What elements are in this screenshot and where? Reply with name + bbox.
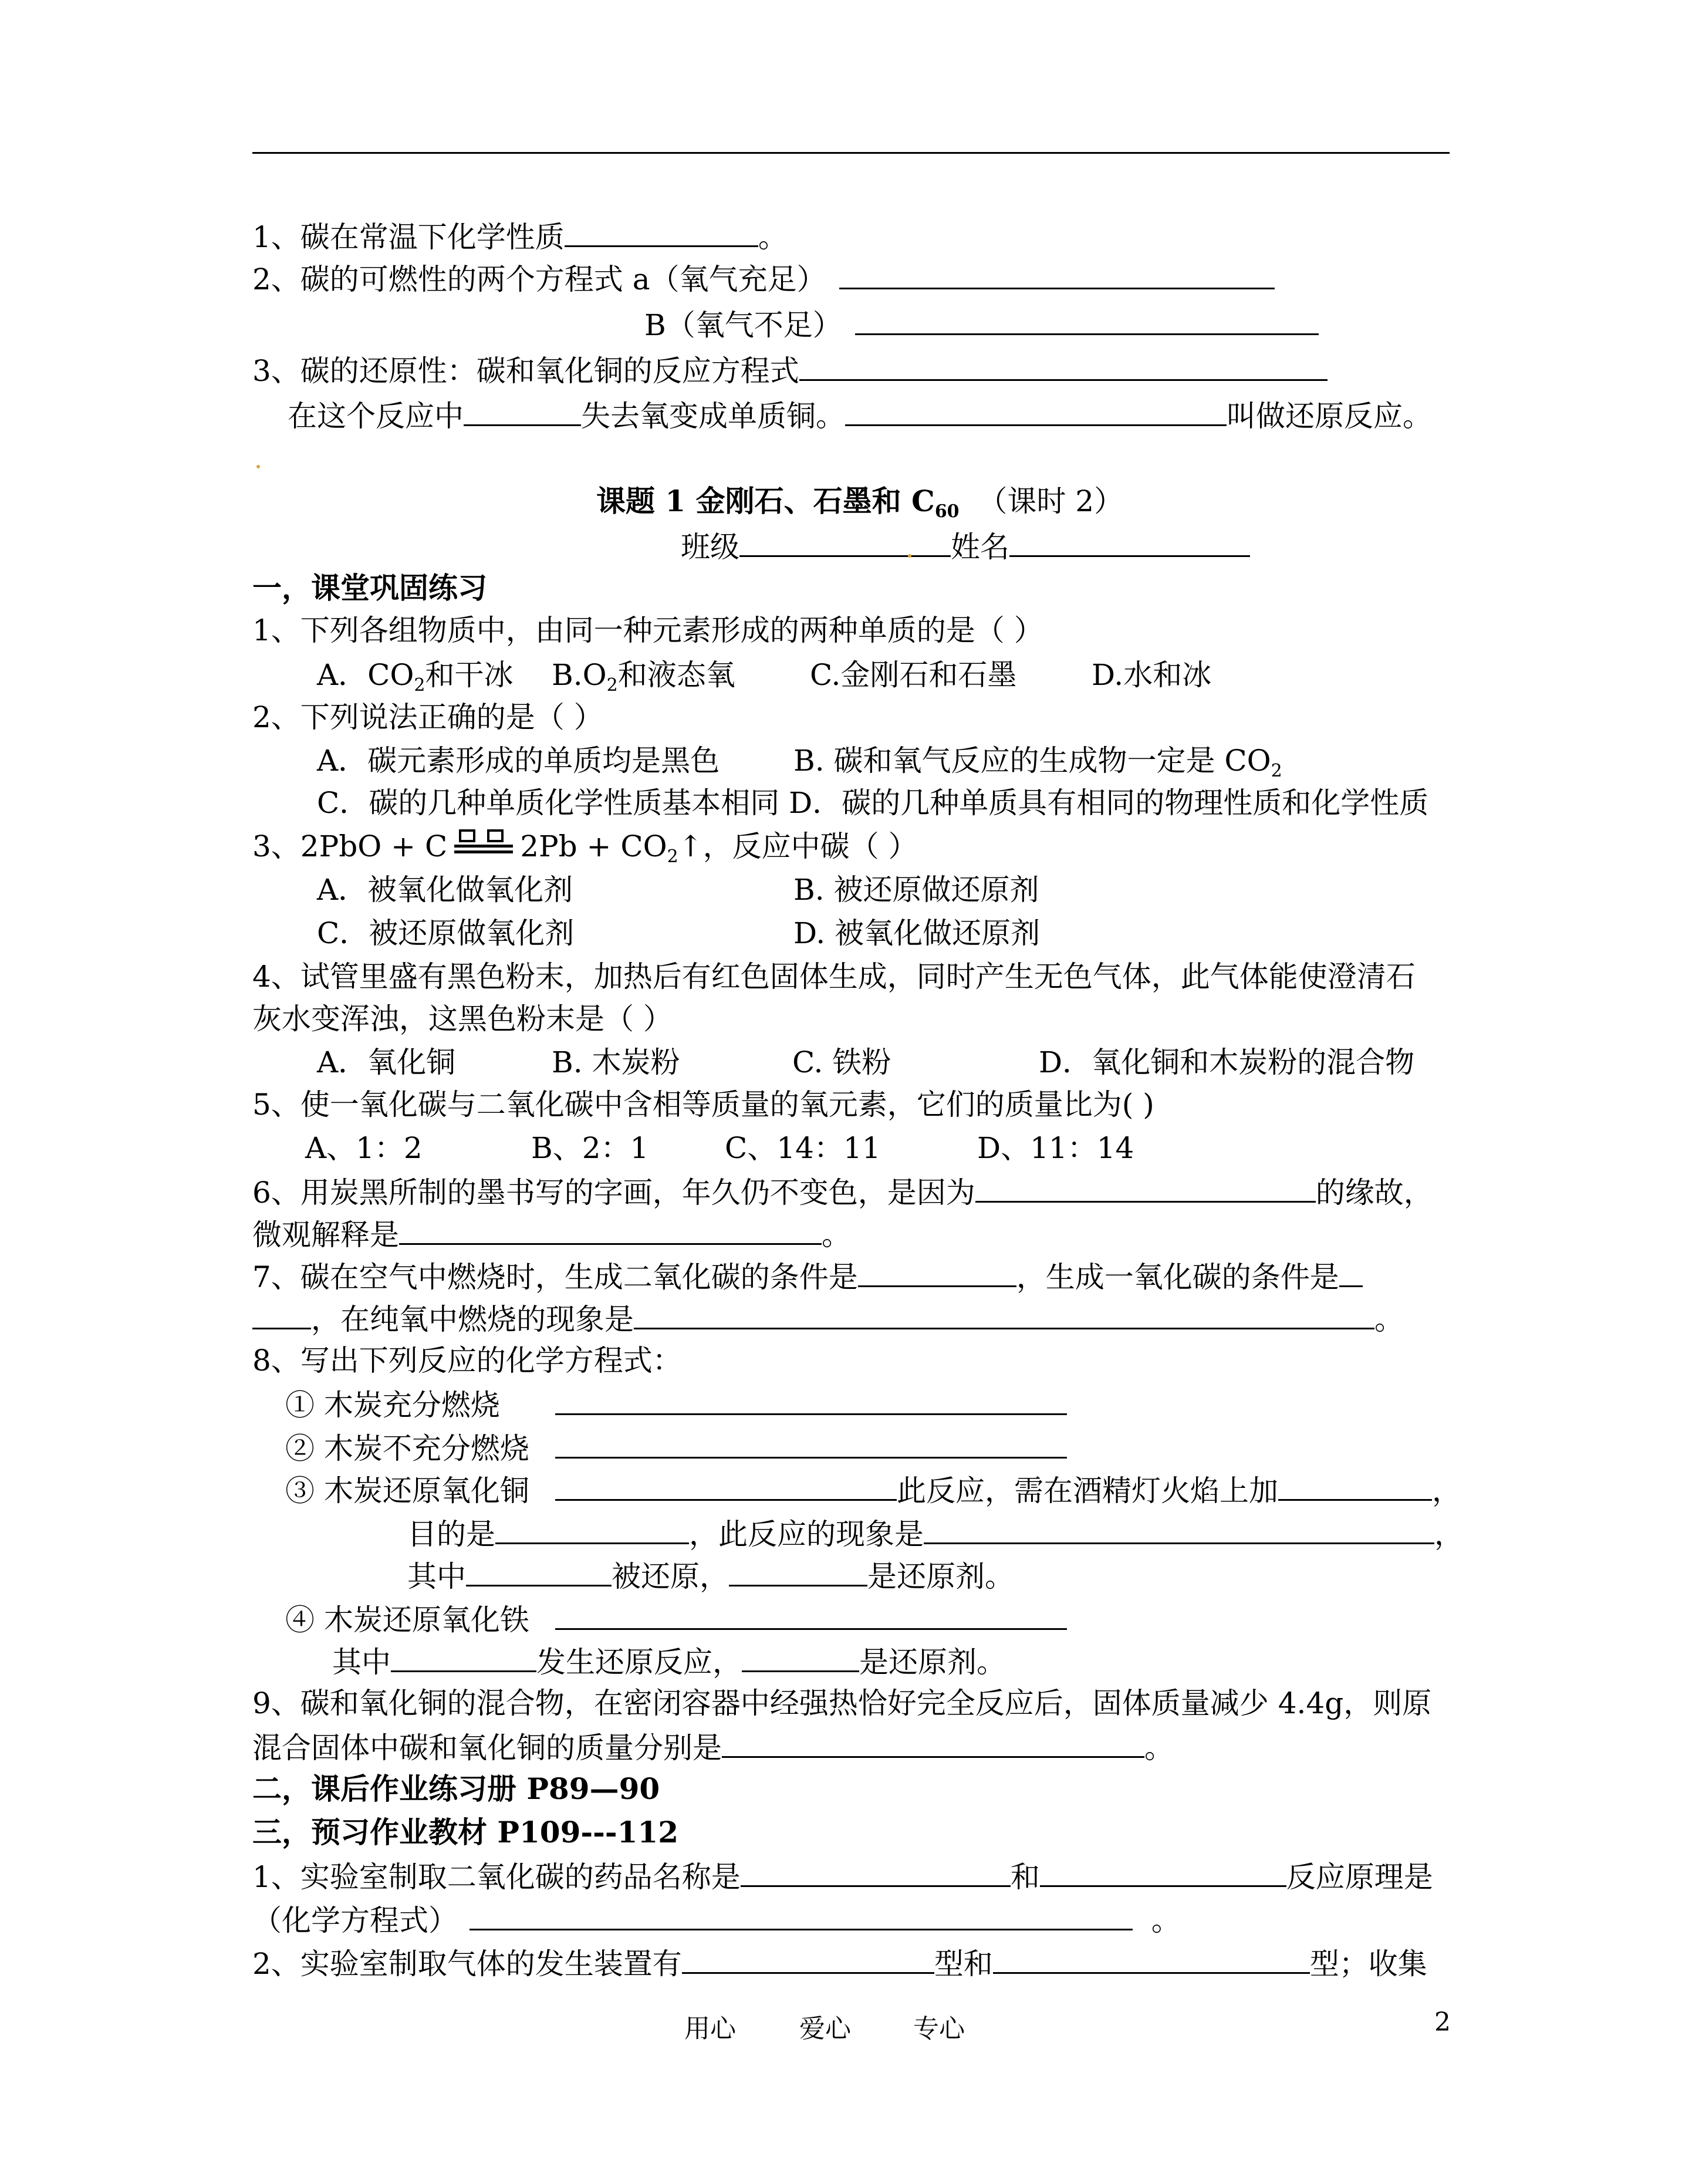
question-4-line2: 灰水变浑浊，这黑色粉末是（ ） (252, 1002, 673, 1036)
blank[interactable] (858, 1256, 1016, 1287)
high-temperature-icon (454, 829, 513, 853)
blank[interactable] (993, 1943, 1310, 1974)
question-9-line2: 混合固体中碳和氧化铜的质量分别是 。 (252, 1727, 1174, 1764)
question-5-options: A、1：2 B、2：1 C、14：11 D、11：14 (305, 1131, 1134, 1165)
question-4-options: A．氧化铜 B. 木炭粉 C. 铁粉 D．氧化铜和木炭粉的混合物 (317, 1045, 1415, 1079)
question-8-4: ④ 木炭还原氧化铁 (285, 1599, 1067, 1636)
question-8-3-purpose: 目的是 ，此反应的现象是 ， (407, 1513, 1464, 1551)
blank[interactable] (799, 350, 1328, 381)
page-number: 2 (1434, 2007, 1451, 2037)
speck (908, 554, 911, 558)
blank[interactable] (495, 1513, 689, 1544)
header-rule (252, 152, 1450, 154)
class-name-line: 班级 姓名 (681, 526, 1250, 563)
question-8-2: ② 木炭不充分燃烧 (285, 1427, 1067, 1465)
question-6-line1: 6、用炭黑所制的墨书写的字画，年久仍不变色，是因为 的缘故， (252, 1172, 1433, 1209)
question-2-options-ab: A．碳元素形成的单质均是黑色 B. 碳和氧气反应的生成物一定是 $CO_2$ (317, 744, 1282, 781)
footer-motto-3: 专心 (913, 2014, 965, 2044)
blank[interactable] (469, 1899, 1133, 1930)
blank[interactable] (391, 1641, 536, 1672)
question-2-options-cd: C．碳的几种单质化学性质基本相同 D．碳的几种单质具有相同的物理性质和化学性质 (317, 786, 1429, 820)
footer-motto-2: 爱心 (799, 2014, 851, 2044)
blank[interactable] (1339, 1256, 1363, 1287)
question-5: 5、使一氧化碳与二氧化碳中含相等质量的氧元素，它们的质量比为( ) (252, 1088, 1154, 1122)
blank[interactable] (855, 304, 1319, 335)
blank[interactable] (565, 216, 758, 247)
section-heading-3: 三，预习作业教材 P109---112 (252, 1815, 679, 1849)
speck (256, 465, 260, 468)
class-field[interactable] (739, 526, 951, 557)
blank[interactable] (252, 1298, 311, 1329)
blank[interactable] (555, 1599, 1067, 1630)
blank[interactable] (464, 395, 581, 426)
question-9-line1: 9、碳和氧化铜的混合物，在密闭容器中经强热恰好完全反应后，固体质量减少 4.4g，则原 (252, 1686, 1432, 1720)
blank[interactable] (634, 1298, 1374, 1329)
blank[interactable] (975, 1172, 1316, 1203)
question-7-line1: 7、碳在空气中燃烧时，生成二氧化碳的条件是 ，生成一氧化碳的条件是 (252, 1256, 1363, 1294)
name-field[interactable] (1009, 526, 1250, 557)
blank[interactable] (555, 1427, 1067, 1459)
review-q1: 1、碳在常温下化学性质 。 (252, 216, 788, 254)
question-7-line2: ，在纯氧中燃烧的现象是 。 (252, 1298, 1404, 1336)
question-8-1: ① 木炭充分燃烧 (285, 1384, 1067, 1422)
question-8-4-agents: 其中 发生还原反应， 是还原剂。 (332, 1641, 1006, 1679)
review-q2: 2、碳的可燃性的两个方程式 a（氧气充足） (252, 258, 1275, 296)
review-q3-line2: 在这个反应中 失去氧变成单质铜。 叫做还原反应。 (288, 395, 1432, 433)
preview-q1-line2: （化学方程式） 。 (252, 1899, 1181, 1937)
blank[interactable] (729, 1555, 867, 1586)
question-2: 2、下列说法正确的是（ ） (252, 700, 603, 734)
blank[interactable] (682, 1943, 934, 1974)
question-3-options-cd: C．被还原做氧化剂 D. 被氧化做还原剂 (317, 916, 1041, 950)
blank[interactable] (555, 1470, 897, 1501)
blank[interactable] (1040, 1856, 1286, 1887)
question-1-options: A．$CO_2$和干冰 $B.O_2$和液态氧 C.金刚石和石墨 D.水和冰 (317, 658, 1212, 696)
preview-q2: 2、实验室制取气体的发生装置有 型和 型；收集 (252, 1943, 1427, 1980)
question-8-3: ③ 木炭还原氧化铜 此反应，需在酒精灯火焰上加 ， (285, 1470, 1461, 1507)
blank[interactable] (845, 395, 1227, 426)
blank[interactable] (399, 1214, 822, 1245)
preview-q1-line1: 1、实验室制取二氧化碳的药品名称是 和 反应原理是 (252, 1856, 1433, 1893)
question-1: 1、下列各组物质中，由同一种元素形成的两种单质的是（ ） (252, 613, 1043, 647)
blank[interactable] (742, 1641, 859, 1672)
footer-motto-1: 用心 (684, 2014, 736, 2044)
section-heading-1: 一，课堂巩固练习 (252, 571, 487, 605)
lesson-title: 课题 1 金刚石、石墨和 $C_{60}$ （课时 2） (596, 484, 1124, 522)
blank[interactable] (466, 1555, 612, 1586)
blank[interactable] (555, 1384, 1067, 1415)
question-3: 3、2PbO + C $2Pb + CO_2↑$，反应中碳（ ） (252, 829, 918, 867)
review-q3: 3、碳的还原性：碳和氧化铜的反应方程式 (252, 350, 1328, 387)
question-8: 8、写出下列反应的化学方程式： (252, 1344, 682, 1378)
blank[interactable] (1278, 1470, 1432, 1501)
blank[interactable] (924, 1513, 1434, 1544)
section-heading-2: 二，课后作业练习册 P89—90 (252, 1771, 660, 1806)
review-q2-b: B（氧气不足） (644, 304, 1319, 342)
blank[interactable] (741, 1856, 1011, 1887)
question-4-line1: 4、试管里盛有黑色粉末，加热后有红色固体生成，同时产生无色气体，此气体能使澄清石 (252, 960, 1416, 994)
blank[interactable] (839, 258, 1275, 289)
blank[interactable] (722, 1727, 1144, 1758)
question-6-line2: 微观解释是 。 (252, 1214, 851, 1251)
question-3-options-ab: A．被氧化做氧化剂 B. 被还原做还原剂 (317, 873, 1039, 907)
question-8-3-agents: 其中 被还原， 是还原剂。 (407, 1555, 1014, 1593)
